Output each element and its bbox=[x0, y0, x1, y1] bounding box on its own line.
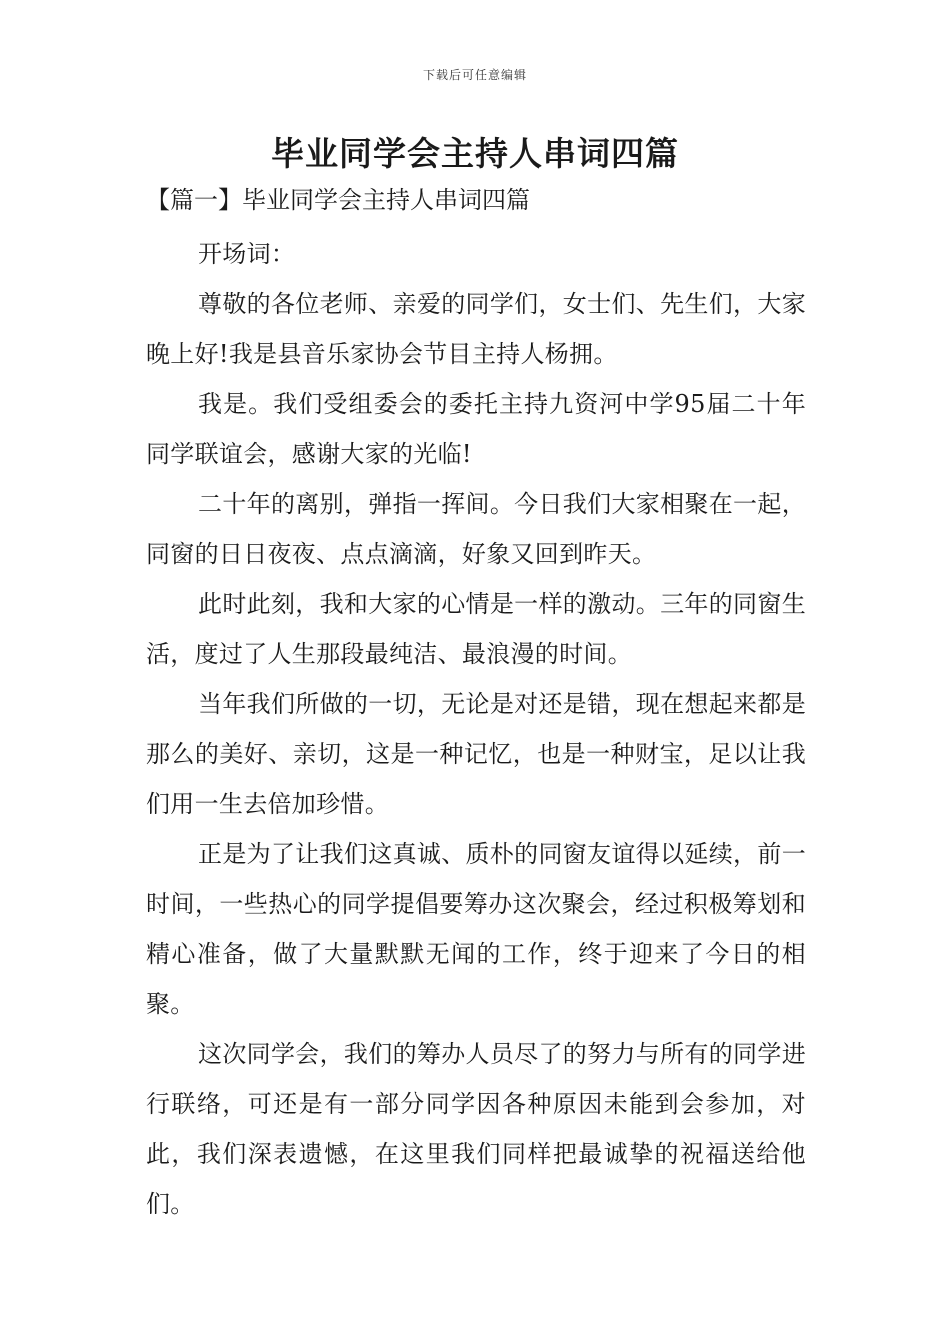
paragraph: 尊敬的各位老师、亲爱的同学们，女士们、先生们，大家晚上好!我是县音乐家协会节目主持人杨拥。 bbox=[146, 290, 806, 368]
paragraph: 此时此刻，我和大家的心情是一样的激动。三年的同窗生活，度过了人生那段最纯洁、最浪漫的时间。 bbox=[146, 590, 806, 668]
paragraph: 开场词： bbox=[198, 240, 296, 268]
header-note: 下载后可任意编辑 bbox=[422, 68, 527, 82]
paragraph: 正是为了让我们这真诚、质朴的同窗友谊得以延续，前一时间，一些热心的同学提倡要筹办这次聚会，经过积极筹划和精心准备，做了大量默默无闻的工作，终于迎来了今日的相聚。 bbox=[146, 840, 806, 1018]
section-heading: 【篇一】毕业同学会主持人串词四篇 bbox=[146, 186, 530, 214]
paragraph: 我是。我们受组委会的委托主持九资河中学95届二十年同学联谊会，感谢大家的光临! bbox=[146, 390, 806, 468]
document-body bbox=[146, 180, 806, 1229]
paragraph: 二十年的离别，弹指一挥间。今日我们大家相聚在一起，同窗的日日夜夜、点点滴滴，好象又回到昨天。 bbox=[146, 490, 806, 568]
paragraph: 这次同学会，我们的筹办人员尽了的努力与所有的同学进行联络，可还是有一部分同学因各种原因未能到会参加，对此，我们深表遗憾，在这里我们同样把最诚挚的祝福送给他们。 bbox=[146, 1040, 806, 1218]
document-title: 毕业同学会主持人串词四篇 bbox=[271, 134, 679, 173]
paragraph: 当年我们所做的一切，无论是对还是错，现在想起来都是那么的美好、亲切，这是一种记忆，也是一种财宝，足以让我们用一生去倍加珍惜。 bbox=[146, 690, 806, 818]
